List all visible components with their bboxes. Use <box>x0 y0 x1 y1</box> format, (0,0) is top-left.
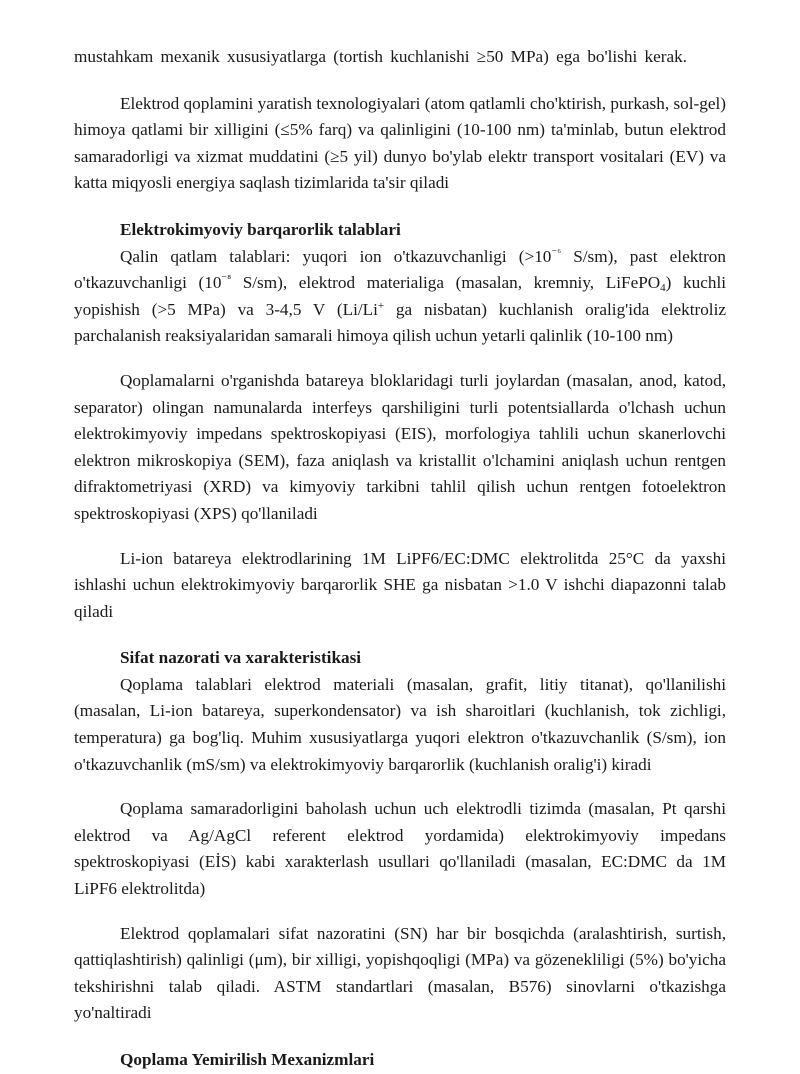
text-segment: ga nisbatan) kuchlanish oralig'ida elektroliz parchalanish reaksiyalaridan samarali himoya qilish uchun yetarli qalinlik (10-100 nm) <box>74 299 726 346</box>
text-segment: S/sm), elektrod materialiga (masalan, kremniy, LiFePO <box>231 273 661 293</box>
heading-quality-control: Sifat nazorati va xarakteristikasi <box>120 648 362 668</box>
paragraph-coating-analysis: Qoplamalarni o'rganishda batareya bloklaridagi turli joylardan (masalan, anod, katod, separator) olingan namunalarda interfeys qarshiligini turli potentsiallarda o'lchash uchun elektrokimyoviy impedans spektroskopiyasi (EIS), morfologiya tahlili uchun skanerlovchi elektron mikroskopiya (SEM), faza aniqlash va kristallit o'lchamini aniqlash uchun rentgen difraktometriyasi (XRD) va kimyoviy tarkibni tahlil qilish uchun rentgen fotoelektron spektroskopiyasi (XPS) qo'llaniladi <box>74 370 726 523</box>
document-page <box>74 44 726 1074</box>
paragraph-layer-requirements <box>74 244 726 350</box>
paragraph-li-ion-stability: Li-ion batareya elektrodlarining 1M LiPF6/EC:DMC elektrolitda 25°C da yaxshi ishlashi uchun elektrokimyoviy barqarorlik SHE ga nisbatan >1.0 V ishchi diapazonni talab qiladi <box>74 548 726 621</box>
heading-degradation-mechanisms: Qoplama Yemirilish Mexanizmlari <box>120 1050 375 1069</box>
superscript: ⁻⁸ <box>221 273 232 286</box>
text-segment: Qalin qatlam talablari: yuqori ion o'tkazuvchanligi (>10 <box>120 246 552 266</box>
paragraph-coating-requirements: Qoplama talablari elektrod materiali (masalan, grafit, litiy titanat), qo'llanilishi (masalan, Li-ion batareya, superkondensator) va ish sharoitlari (kuchlanish, tok zichligi, temperatura) ga bog'liq. Muhim xususiyatlarga yuqori elektron o'tkazuvchanlik (S/sm), ion o'tkazuvchanlik (mS/sm) va elektrokimyoviy barqarorlik (kuchlanish oralig'i) kiradi <box>74 674 726 774</box>
paragraph-quality-inspection: Elektrod qoplamalari sifat nazoratini (SN) har bir bosqichda (aralashtirish, surtish, qattiqlashtirish) qalinligi (μm), bir xilligi, yopishqoqligi (MPa) va gözenekliligi (5%) bo'yicha tekshirishni talab qiladi. ASTM standartlari (masalan, B576) sinovlarni o'tkazishga yo'naltiradi <box>74 923 726 1023</box>
text-segment: S/sm), past elektron o'tkazuvchanligi (10 <box>74 246 726 293</box>
superscript: + <box>377 299 385 312</box>
paragraph-performance-evaluation: Qoplama samaradorligini baholash uchun uch elektrodli tizimda (masalan, Pt qarshi elektrod va Ag/AgCl referent elektrod yordamida) elektrokimyoviy impedans spektroskopiyasi (EİS) kabi xarakterlash usullari qo'llaniladi (masalan, EC:DMC da 1M LiPF6 elektrolitda) <box>74 799 726 899</box>
heading-electrochemical-stability: Elektrokimyoviy barqarorlik talablari <box>120 219 401 239</box>
superscript: ⁻⁶ <box>551 246 562 259</box>
subscript: 4 <box>660 282 666 295</box>
paragraph-continuation: mustahkam mexanik xususiyatlarga (tortish kuchlanishi ≥50 MPa) ega bo'lishi kerak. <box>74 47 687 66</box>
text-segment: ) kuchli yopishish (>5 MPa) va 3-4,5 V (Li/Li <box>74 273 726 319</box>
paragraph-coating-technologies: Elektrod qoplamini yaratish texnologiyalari (atom qatlamli cho'ktirish, purkash, sol-gel) himoya qatlami bir xilligini (≤5% farq) va qalinligini (10-100 nm) ta'minlab, butun elektrod samaradorligi va xizmat muddatini (≥5 yil) dunyo bo'ylab elektr transport vositalari (EV) va katta miqyosli energiya saqlash tizimlarida ta'sir qiladi <box>74 93 726 193</box>
